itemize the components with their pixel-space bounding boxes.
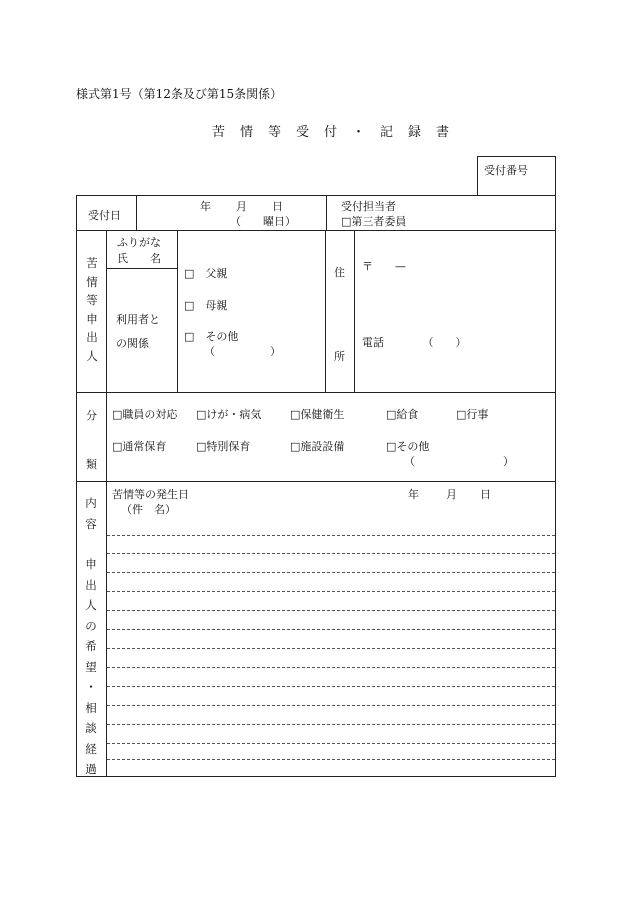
category-meals-checkbox[interactable]: □給食 xyxy=(386,408,419,421)
form-number: 様式第1号（第12条及び第15条関係） xyxy=(76,87,283,101)
relation-label-1: 利用者と xyxy=(116,313,160,326)
address-label-top: 住 xyxy=(334,266,345,279)
occurrence-date-label: 苦情等の発生日 xyxy=(112,488,189,501)
postal-code-field[interactable]: 〒 — xyxy=(362,260,406,273)
complainant-section-label: 苦 情 等 申 出 人 xyxy=(86,256,98,363)
category-label-bottom: 類 xyxy=(86,458,97,471)
category-other-field[interactable]: （ ） xyxy=(404,455,514,468)
third-party-checkbox[interactable]: □第三者委員 xyxy=(341,215,407,228)
page-title: 苦 情 等 受 付 ・ 記 録 書 xyxy=(212,125,451,140)
writing-line xyxy=(107,591,555,592)
relation-label-2: の関係 xyxy=(116,337,149,350)
category-label-top: 分 xyxy=(86,409,97,422)
relation-other-field[interactable]: （ ） xyxy=(204,345,281,358)
writing-line xyxy=(107,629,555,630)
relation-other-checkbox[interactable]: □ その他 xyxy=(184,330,239,343)
phone-field[interactable]: 電話 （ ） xyxy=(362,336,467,349)
reception-date-year[interactable]: 年 xyxy=(200,200,211,213)
category-other-checkbox[interactable]: □その他 xyxy=(386,440,430,453)
relation-father-checkbox[interactable]: □ 父親 xyxy=(184,267,228,280)
category-regular-care-checkbox[interactable]: □通常保育 xyxy=(112,440,167,453)
writing-line xyxy=(107,743,555,744)
category-staff-checkbox[interactable]: □職員の対応 xyxy=(112,408,178,421)
writing-line xyxy=(107,705,555,706)
reception-weekday[interactable]: （ 曜日） xyxy=(230,215,296,228)
occurrence-day[interactable]: 日 xyxy=(480,488,491,501)
writing-line xyxy=(107,686,555,687)
reception-date-label: 受付日 xyxy=(88,209,121,222)
category-special-care-checkbox[interactable]: □特別保育 xyxy=(196,440,251,453)
furigana-label: ふりがな xyxy=(117,236,161,249)
address-label-bottom: 所 xyxy=(334,350,345,363)
reception-number-label: 受付番号 xyxy=(484,164,528,177)
category-injury-checkbox[interactable]: □けが・病気 xyxy=(196,408,262,421)
subject-label: （件 名） xyxy=(121,503,176,516)
writing-line xyxy=(107,553,555,554)
writing-line xyxy=(107,572,555,573)
content-section-label: 内 容 申 出 人 の 希 望 ・ 相 談 経 過 xyxy=(85,496,97,776)
reception-date-day[interactable]: 日 xyxy=(272,200,283,213)
relation-mother-checkbox[interactable]: □ 母親 xyxy=(184,299,228,312)
writing-line xyxy=(107,667,555,668)
occurrence-month[interactable]: 月 xyxy=(446,488,457,501)
category-events-checkbox[interactable]: □行事 xyxy=(456,408,489,421)
writing-line xyxy=(107,535,555,536)
occurrence-year[interactable]: 年 xyxy=(408,488,419,501)
reception-date-month[interactable]: 月 xyxy=(236,200,247,213)
writing-line xyxy=(107,724,555,725)
writing-line xyxy=(107,759,555,760)
category-facilities-checkbox[interactable]: □施設設備 xyxy=(290,440,345,453)
writing-line xyxy=(107,610,555,611)
name-label: 氏 名 xyxy=(117,252,161,265)
writing-line xyxy=(107,648,555,649)
category-hygiene-checkbox[interactable]: □保健衛生 xyxy=(290,408,345,421)
staff-label: 受付担当者 xyxy=(341,200,396,213)
